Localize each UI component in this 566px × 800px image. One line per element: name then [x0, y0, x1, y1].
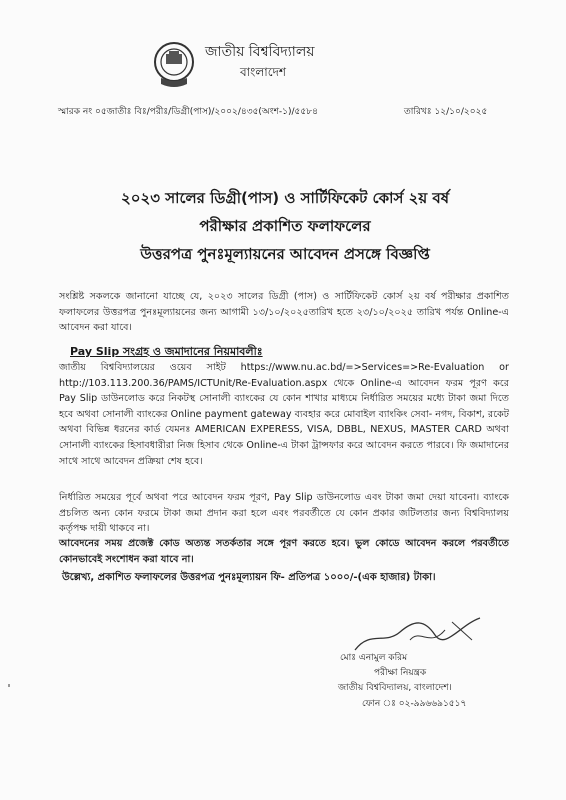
title-line-3: উত্তরপত্র পুনঃমূল্যায়নের আবেদন প্রসঙ্গে বিজ্ঞপ্তি: [140, 245, 430, 263]
notice-title: [60, 184, 510, 268]
memo-number: স্মারক নং ০৫জাতীঃ বিঃ/পরীঃ/ডিগ্রী(পাস)/২০০২/৪৩৫(অংশ-১)/৫৫৮৪: [58, 107, 318, 117]
signatory-designation: পরীক্ষা নিয়ন্ত্রক: [374, 668, 427, 678]
intro-paragraph: সংশ্লিষ্ট সকলকে জানানো যাচ্ছে যে, ২০২৩ সালের ডিগ্রী (পাস) ও সার্টিফিকেট কোর্স ২য় বর্ষ পরীক্ষার প্রকাশিত ফলাফলের উত্তরপত্র পুনঃমূল্যায়নের জন্য আগামী ১৩/১০/২০২৫তারিখ হতে ২৩/১০/২০২৫ তারিখ পর্যন্ত Online-এ আবেদন করা যাবে।: [59, 291, 509, 334]
title-line-2: পরীক্ষার প্রকাশিত ফলাফলের: [199, 217, 371, 235]
deadline-paragraph: নির্ধারিত সময়ের পূর্বে অথবা পরে আবেদন ফরম পূরণ, Pay Slip ডাউনলোড এবং টাকা জমা দেয়া যাবেনা। ব্যাংকে প্রচলিত অন্য কোন ফরমে টাকা জমা প্রদান করা হলে এবং পরবর্তীতে যে কোন প্রকার জটিলতার জন্য বিশ্ববিদ্যালয় কর্তৃপক্ষ দায়ী থাকবে না।: [59, 492, 509, 535]
country-name: বাংলাদেশ: [240, 65, 286, 79]
institution-name: জাতীয় বিশ্ববিদ্যালয়: [205, 44, 315, 60]
university-seal-icon: [151, 40, 197, 90]
signatory-organization: জাতীয় বিশ্ববিদ্যালয়, বাংলাদেশ।: [338, 683, 452, 693]
payslip-heading: Pay Slip সংগ্রহ ও জমাদানের নিয়মাবলীঃ: [70, 345, 263, 358]
payslip-paragraph: জাতীয় বিশ্ববিদ্যালয়ের ওয়েব সাইট https://www.nu.ac.bd/=>Services=>Re-Evaluation or http://103.113.200.36/PAMS/ICTUnit/Re-Evaluation.aspx থেকে Online-এ আবেদন ফরম পূরণ করে Pay Slip ডাউনলোড করে নিকটস্থ সোনালী ব্যাংকের যে কোন শাখার মাধ্যমে নির্ধারিত সময়ের মধ্যে টাকা জমা দিতে হবে অথবা সোনালী ব্যাংকের Online payment gateway ব্যবহার করে মোবাইল ব্যাংকিং সেবা- নগদ, বিকাশ, রকেট অথবা বিভিন্ন ধরনের কার্ড যেমনঃ AMERICAN EXPERESS, VISA, DBBL, NEXUS, MASTER CARD অথবা সোনালী ব্যাংকের হিসাবধারীরা নিজ হিসাব থেকে Online-এ টাকা ট্রান্সফার করে আবেদন করতে পারবে। ফি জমাদানের সাথে সাথে আবেদন প্রক্রিয়া শেষ হবে।: [59, 362, 509, 467]
title-line-1: ২০২৩ সালের ডিগ্রী(পাস) ও সার্টিফিকেট কোর্স ২য় বর্ষ: [120, 189, 450, 207]
project-code-paragraph: আবেদনের সময় প্রজেক্ট কোড অত্যন্ত সতর্কতার সঙ্গে পূরণ করতে হবে। ভুল কোডে আবেদন করলে পরবর্তীতে কোনভাবেই সংশোধন করা যাবে না।: [59, 538, 509, 565]
signatory-name: মোঃ এনামুল করিম: [340, 653, 408, 663]
scan-speck: [8, 684, 10, 687]
notice-date: তারিখঃ ১২/১০/২০২৫: [404, 107, 488, 117]
signatory-phone: ফোন ঃ ০২-৯৯৬৬৯১৫১৭: [362, 699, 467, 709]
fee-paragraph: উল্লেখ্য, প্রকাশিত ফলাফলের উত্তরপত্র পুনঃমূল্যায়ন ফি- প্রতিপত্র ১০০০/-(এক হাজার) টাকা।: [62, 572, 436, 583]
